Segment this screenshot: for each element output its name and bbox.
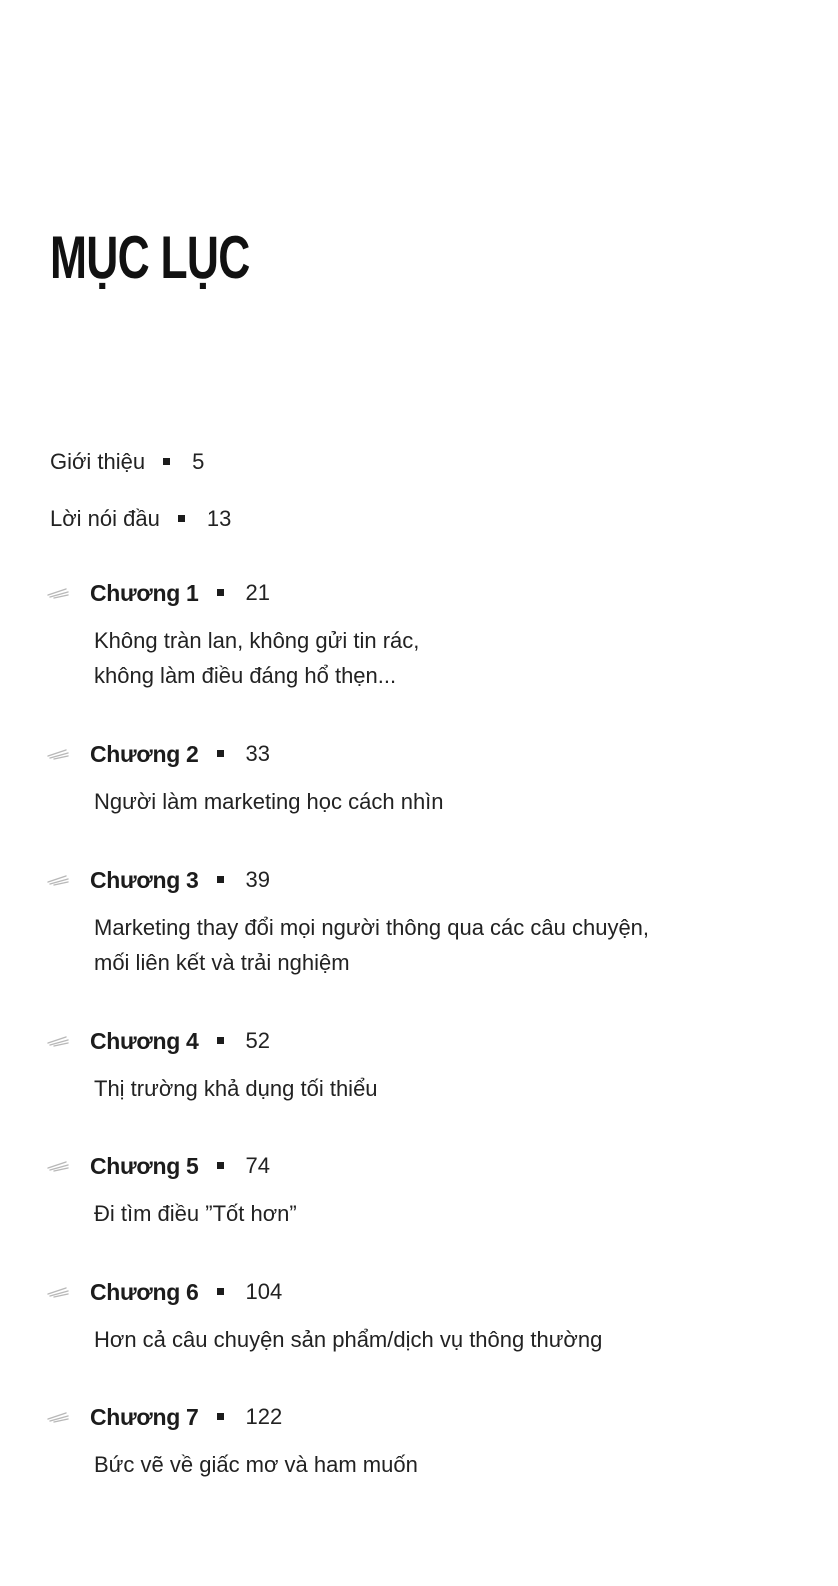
chapter-marker-icon <box>46 747 70 761</box>
chapter-label: Chương 4 <box>90 1028 199 1054</box>
chapter-description-line: Đi tìm điều ”Tốt hơn” <box>94 1201 297 1226</box>
chapter-heading <box>46 1401 806 1433</box>
chapter-description <box>94 623 806 693</box>
bullet-separator-icon <box>217 1288 224 1295</box>
chapter-description-line: mối liên kết và trải nghiệm <box>94 950 350 975</box>
toc-chapter-7[interactable] <box>46 1401 806 1482</box>
chapter-heading <box>46 864 806 896</box>
toc-chapter-5[interactable] <box>46 1150 806 1231</box>
chapter-description <box>94 1071 806 1106</box>
chapter-heading <box>46 1276 806 1308</box>
chapter-marker-icon <box>46 586 70 600</box>
bullet-separator-icon <box>217 750 224 757</box>
chapter-description-line: Thị trường khả dụng tối thiểu <box>94 1076 378 1101</box>
chapter-marker-icon <box>46 873 70 887</box>
chapter-label: Chương 1 <box>90 580 199 606</box>
toc-chapter-6[interactable] <box>46 1276 806 1357</box>
toc-entry-label: Lời nói đầu <box>50 506 160 531</box>
toc-chapter-3[interactable] <box>46 864 806 980</box>
chapter-marker-icon <box>46 1159 70 1173</box>
bullet-separator-icon <box>217 1037 224 1044</box>
chapter-description <box>94 1447 806 1482</box>
chapter-page-number: 52 <box>245 1028 271 1053</box>
chapter-page-number: 33 <box>245 741 271 766</box>
chapter-label: Chương 5 <box>90 1153 199 1179</box>
chapter-heading <box>46 738 806 770</box>
chapter-label: Chương 6 <box>90 1279 199 1305</box>
chapter-description-line: Người làm marketing học cách nhìn <box>94 789 444 814</box>
chapter-page-number: 74 <box>245 1153 271 1178</box>
chapter-description-line: Hơn cả câu chuyện sản phẩm/dịch vụ thông thường <box>94 1327 603 1352</box>
bullet-separator-icon <box>217 876 224 883</box>
bullet-separator-icon <box>217 1162 224 1169</box>
toc-chapter-4[interactable] <box>46 1025 806 1106</box>
toc-entry-preface[interactable] <box>50 504 231 534</box>
chapter-description-line: không làm điều đáng hổ thẹn... <box>94 663 397 688</box>
bullet-separator-icon <box>217 589 224 596</box>
chapter-description-line: Không tràn lan, không gửi tin rác, <box>94 628 420 653</box>
toc-entry-label: Giới thiệu <box>50 449 146 474</box>
chapter-label: Chương 7 <box>90 1404 199 1430</box>
chapter-marker-icon <box>46 1285 70 1299</box>
bullet-separator-icon <box>178 515 185 522</box>
chapter-description-line: Marketing thay đổi mọi người thông qua các câu chuyện, <box>94 915 650 940</box>
chapter-description <box>94 784 806 819</box>
chapter-page-number: 104 <box>245 1279 283 1304</box>
chapter-description-line: Bức vẽ về giấc mơ và ham muốn <box>94 1452 418 1477</box>
chapter-heading <box>46 1150 806 1182</box>
chapter-page-number: 21 <box>245 580 271 605</box>
toc-entry-page: 13 <box>206 506 232 531</box>
chapter-label: Chương 3 <box>90 867 199 893</box>
chapter-marker-icon <box>46 1034 70 1048</box>
chapter-page-number: 122 <box>245 1404 283 1429</box>
bullet-separator-icon <box>163 458 170 465</box>
chapter-heading <box>46 577 806 609</box>
toc-chapter-1[interactable] <box>46 577 806 693</box>
chapter-label: Chương 2 <box>90 741 199 767</box>
bullet-separator-icon <box>217 1413 224 1420</box>
toc-entry-page: 5 <box>192 449 205 474</box>
chapter-description <box>94 910 806 980</box>
chapter-description <box>94 1322 806 1357</box>
toc-chapter-2[interactable] <box>46 738 806 819</box>
chapter-page-number: 39 <box>245 867 271 892</box>
page-title: MỤC LỤC <box>50 224 250 291</box>
chapter-marker-icon <box>46 1410 70 1424</box>
chapter-description <box>94 1196 806 1231</box>
toc-entry-introduction[interactable] <box>50 447 204 477</box>
chapter-heading <box>46 1025 806 1057</box>
